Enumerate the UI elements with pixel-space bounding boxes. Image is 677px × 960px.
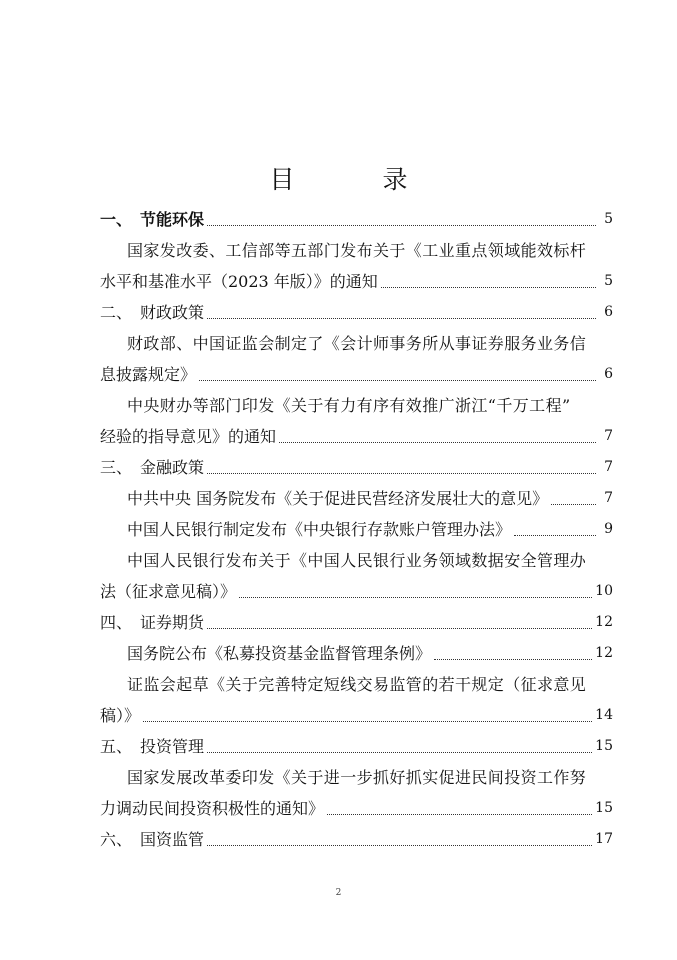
toc-entry-row[interactable] [100, 545, 613, 576]
toc-entry-row[interactable] [100, 390, 613, 421]
dot-leader [207, 224, 596, 226]
entry-title: 国家发改委、工信部等五部门发布关于《工业重点领域能效标杆 [127, 241, 587, 260]
dot-leader [279, 441, 596, 443]
page-number: 6 [604, 366, 613, 382]
section-title: 财政政策 [140, 303, 205, 322]
entry-title: 水平和基准水平（2023 年版）》的通知 [100, 272, 378, 291]
entry-title: 中国人民银行制定发布《中央银行存款账户管理办法》 [127, 520, 512, 539]
toc-entry-row[interactable] [100, 359, 613, 390]
entry-title: 国家发展改革委印发《关于进一步抓好抓实促进民间投资工作努 [127, 768, 587, 787]
section-number: 三、 [100, 458, 133, 477]
page-number: 12 [595, 614, 613, 630]
toc-entry-row[interactable] [100, 700, 613, 731]
dot-leader [327, 813, 592, 815]
dot-leader [207, 627, 592, 629]
entry-title: 国务院公布《私募投资基金监督管理条例》 [127, 644, 432, 663]
section-number: 一、 [100, 210, 133, 229]
dot-leader [551, 503, 596, 505]
page-number: 15 [595, 738, 613, 754]
toc-entry-row[interactable] [100, 483, 613, 514]
dot-leader [207, 472, 596, 474]
dot-leader [199, 379, 596, 381]
toc-section-row[interactable] [100, 297, 613, 328]
entry-title: 法（征求意见稿）》 [100, 582, 237, 601]
section-title: 投资管理 [140, 737, 205, 756]
toc-section-row[interactable] [100, 731, 613, 762]
table-of-contents [100, 204, 613, 855]
page-number: 5 [604, 211, 613, 227]
toc-entry-row[interactable] [100, 762, 613, 793]
toc-entry-row[interactable] [100, 576, 613, 607]
page-number: 14 [595, 707, 613, 723]
toc-entry-row[interactable] [100, 638, 613, 669]
page-number: 9 [604, 521, 613, 537]
entry-title: 中共中央 国务院发布《关于促进民营经济发展壮大的意见》 [127, 489, 549, 508]
page-number: 5 [604, 273, 613, 289]
section-title: 国资监管 [140, 830, 205, 849]
page-number: 7 [604, 428, 613, 444]
entry-title: 证监会起草《关于完善特定短线交易监管的若干规定（征求意见 [127, 675, 587, 694]
toc-entry-row[interactable] [100, 514, 613, 545]
section-number: 二、 [100, 303, 133, 322]
entry-title: 经验的指导意见》的通知 [100, 427, 277, 446]
dot-leader [381, 286, 596, 288]
page-number: 7 [604, 490, 613, 506]
dot-leader [514, 534, 596, 536]
toc-section-row[interactable] [100, 204, 613, 235]
toc-entry-row[interactable] [100, 421, 613, 452]
page-number: 10 [595, 583, 613, 599]
entry-title: 中央财办等部门印发《关于有力有序有效推广浙江“千万工程” [127, 396, 571, 415]
section-number: 六、 [100, 830, 133, 849]
page-number: 6 [604, 304, 613, 320]
toc-entry-row[interactable] [100, 266, 613, 297]
section-number: 四、 [100, 613, 133, 632]
page-title: 目 录 [269, 165, 448, 194]
toc-section-row[interactable] [100, 607, 613, 638]
entry-title: 财政部、中国证监会制定了《会计师事务所从事证券服务业务信 [127, 334, 587, 353]
toc-entry-row[interactable] [100, 793, 613, 824]
dot-leader [143, 720, 592, 722]
page-footer-mark: 2 [335, 888, 342, 898]
entry-title: 稿）》 [100, 706, 141, 725]
page-number: 15 [595, 800, 613, 816]
page-number: 12 [595, 645, 613, 661]
page-number: 7 [604, 459, 613, 475]
section-title: 节能环保 [140, 210, 205, 229]
toc-entry-row[interactable] [100, 328, 613, 359]
toc-entry-row[interactable] [100, 669, 613, 700]
section-title: 证券期货 [140, 613, 205, 632]
dot-leader [239, 596, 592, 598]
entry-title: 中国人民银行发布关于《中国人民银行业务领域数据安全管理办 [127, 551, 587, 570]
dot-leader [207, 317, 596, 319]
section-title: 金融政策 [140, 458, 205, 477]
dot-leader [207, 751, 592, 753]
entry-title: 力调动民间投资积极性的通知》 [100, 799, 325, 818]
toc-section-row[interactable] [100, 452, 613, 483]
dot-leader [207, 844, 592, 846]
dot-leader [434, 658, 592, 660]
toc-section-row[interactable] [100, 824, 613, 855]
page-number: 17 [595, 831, 613, 847]
section-number: 五、 [100, 737, 133, 756]
toc-entry-row[interactable] [100, 235, 613, 266]
entry-title: 息披露规定》 [100, 365, 197, 384]
